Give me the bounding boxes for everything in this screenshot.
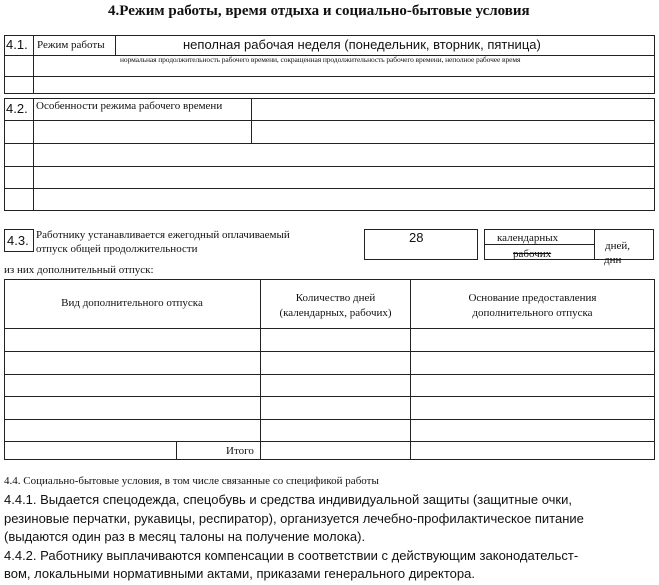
paragraph-line: резиновые перчатки, рукавицы, респиратор), организуется лечебно-профилактическое питание	[4, 511, 584, 526]
paragraph-line: 4.4.2. Работнику выплачиваются компенсации в соответствии с действующим законодательст-	[4, 548, 579, 563]
work-time-features-label: Особенности режима рабочего времени	[36, 100, 223, 112]
unit-working: рабочих	[513, 248, 552, 260]
unit-calendar: календарных	[497, 232, 559, 244]
vacation-label-line2: отпуск общей продолжительности	[36, 243, 198, 255]
vacation-days-value: 28	[409, 230, 424, 245]
work-mode-hint: нормальная продолжительность рабочего времени, сокращенная продолжительность рабочего времени, неполное рабочее время	[120, 55, 521, 64]
paragraph-line: 4.4.1. Выдается спецодежда, спецобувь и средства индивидуальной защиты (защитные очки,	[4, 492, 572, 507]
days-word-cut: днн	[604, 254, 622, 266]
paragraph-line: (выдаются один раз в месяц талоны на получение молока).	[4, 529, 366, 544]
col-header-basis: Основание предоставления дополнительного отпуска	[468, 292, 597, 319]
section-number: 4.1.	[6, 37, 28, 52]
vacation-label-line1: Работнику устанавливается ежегодный оплачиваемый	[36, 229, 290, 241]
col-header-leave-type: Вид дополнительного отпуска	[61, 297, 203, 309]
paragraph-line: вом, локальными нормативными актами, приказами генерального директора.	[4, 566, 475, 581]
col-header-days: Количество дней (календарных, рабочих)	[279, 292, 392, 319]
social-conditions-heading: 4.4. Социально-бытовые условия, в том числе связанные со спецификой работы	[4, 475, 379, 487]
section-number: 4.2.	[6, 101, 28, 116]
work-mode-value: неполная рабочая неделя (понедельник, вторник, пятница)	[183, 37, 541, 52]
section-title: 4.Режим работы, время отдыха и социально-бытовые условия	[108, 3, 530, 19]
section-number: 4.3.	[7, 233, 29, 248]
days-word: дней,	[605, 240, 631, 252]
additional-leave-caption: из них дополнительный отпуск:	[4, 264, 154, 276]
work-mode-label: Режим работы	[37, 39, 105, 51]
total-label: Итого	[226, 445, 254, 457]
